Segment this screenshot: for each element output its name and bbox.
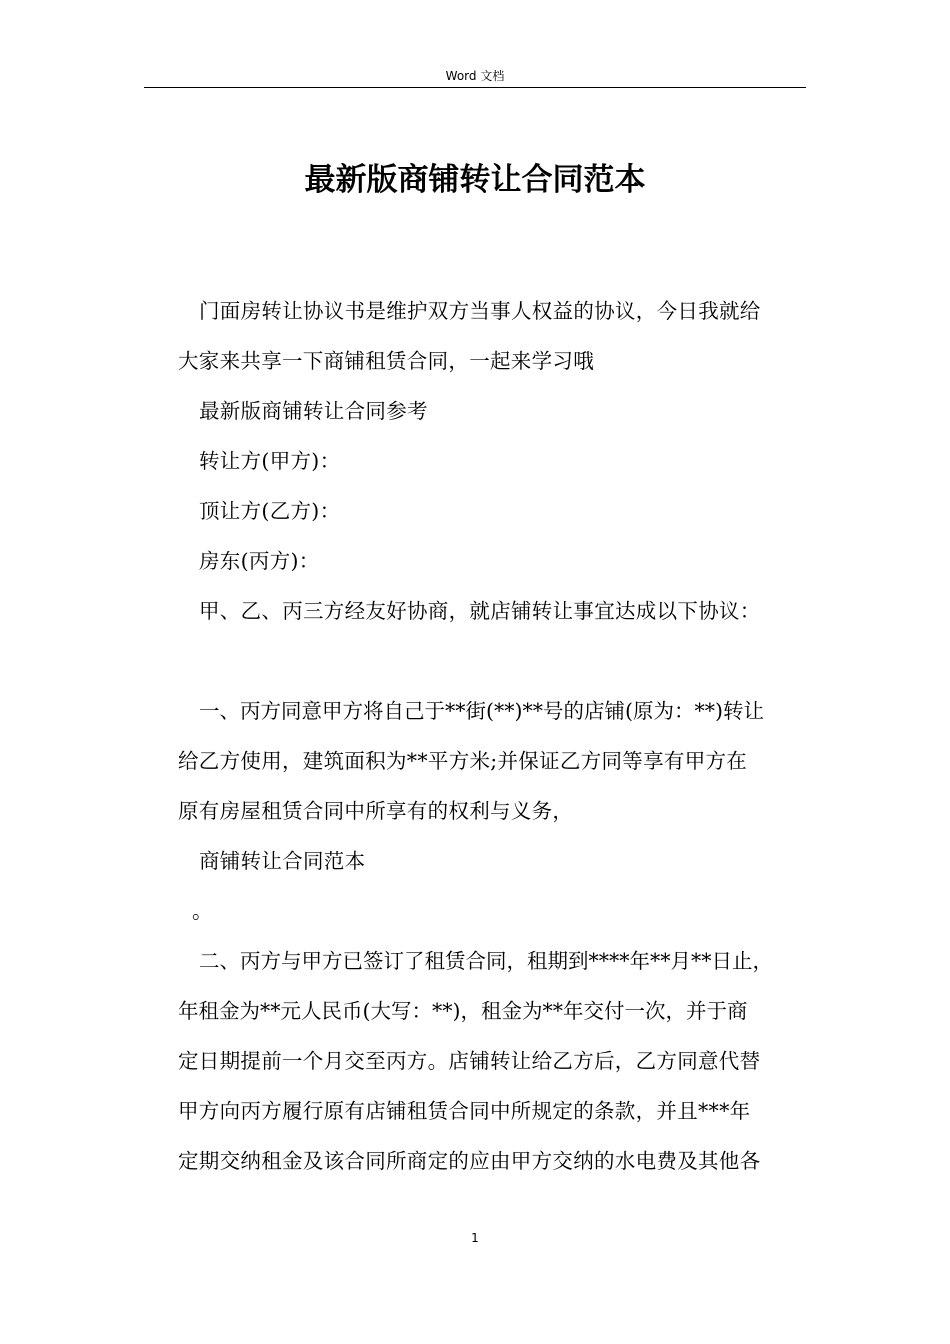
paragraph-line: 给乙方使用，建筑面积为**平方米;并保证乙方同等享有甲方在 (178, 749, 748, 773)
paragraph-spacer (178, 636, 808, 686)
paragraph-line: 二、丙方与甲方已签订了租赁合同，租期到****年**月**日止， (199, 949, 773, 973)
page-header-label: Word 文档 (445, 69, 505, 83)
paragraph-line: 商铺转让合同范本 (199, 849, 366, 873)
document-body (178, 286, 808, 1186)
paragraph-line: 最新版商铺转让合同参考 (199, 399, 428, 423)
paragraph-line: 转让方(甲方)： (199, 449, 341, 473)
paragraph-line: 年租金为**元人民币(大写：**)，租金为**年交付一次，并于商 (178, 999, 748, 1023)
paragraph-line: 甲方向丙方履行原有店铺租赁合同中所规定的条款，并且***年 (178, 1099, 751, 1123)
paragraph-line: 大家来共享一下商铺租赁合同，一起来学习哦 (178, 349, 594, 373)
paragraph-line: 顶让方(乙方)： (199, 499, 341, 523)
paragraph-line: 定日期提前一个月交至丙方。店铺转让给乙方后，乙方同意代替 (178, 1049, 761, 1073)
header-divider (144, 87, 806, 88)
document-title: 最新版商铺转让合同范本 (304, 162, 646, 198)
paragraph-line: 定期交纳租金及该合同所商定的应由甲方交纳的水电费及其他各 (178, 1149, 761, 1173)
paragraph-line: 房东(丙方)： (199, 549, 320, 573)
paragraph-line: 甲、乙、丙三方经友好协商，就店铺转让事宜达成以下协议： (199, 599, 761, 623)
page-number: 1 (471, 1231, 479, 1245)
paragraph-line: 。 (192, 899, 213, 923)
paragraph-line: 原有房屋租赁合同中所享有的权利与义务， (178, 799, 574, 823)
paragraph-line: 一、丙方同意甲方将自己于**街(**)**号的店铺(原为：**)转让 (199, 699, 764, 723)
paragraph-line: 门面房转让协议书是维护双方当事人权益的协议，今日我就给 (199, 299, 761, 323)
